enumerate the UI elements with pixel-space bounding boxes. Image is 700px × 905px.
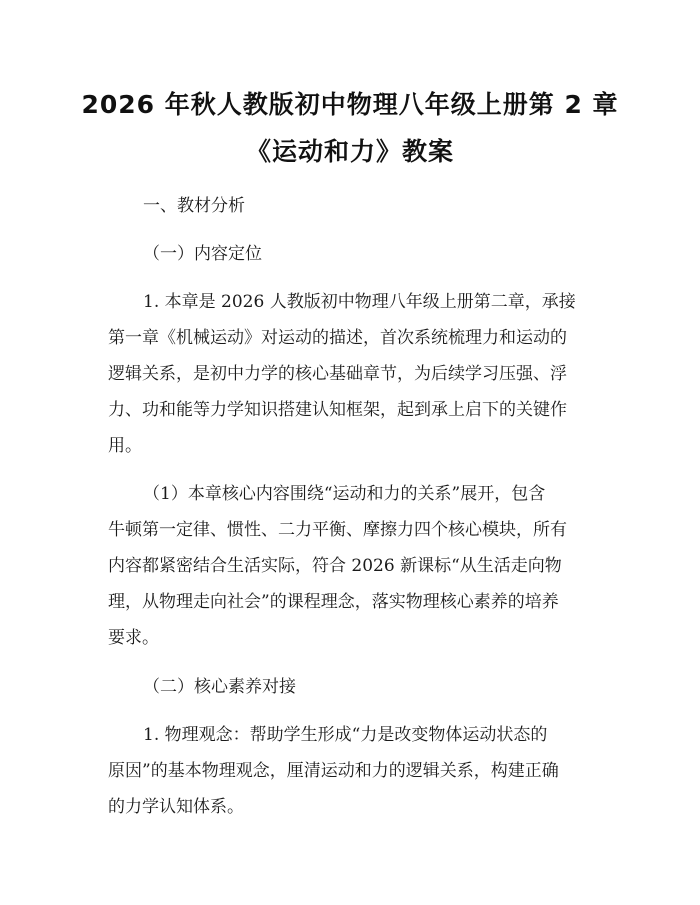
paragraph-line: 逻辑关系，是初中力学的核心基础章节，为后续学习压强、浮: [108, 364, 567, 384]
paragraph-line: 的力学认知体系。: [108, 797, 244, 817]
paragraph-line: 理，从物理走向社会”的课程理念，落实物理核心素养的培养: [108, 592, 559, 612]
paragraph-line: 内容都紧密结合生活实际，符合 2026 新课标“从生活走向物: [108, 556, 562, 576]
paragraph-line: 1. 物理观念：帮助学生形成“力是改变物体运动状态的: [143, 725, 548, 745]
paragraph-line: （1）本章核心内容围绕“运动和力的关系”展开，包含: [143, 484, 546, 504]
subsection-heading-content-positioning: （一）内容定位: [143, 244, 262, 264]
paragraph-line: 用。: [108, 436, 142, 456]
document-title-line-2: 《运动和力》教案: [245, 137, 454, 166]
paragraph-line: 力、功和能等力学知识搭建认知框架，起到承上启下的关键作: [108, 400, 567, 420]
paragraph-line: 原因”的基本物理观念，厘清运动和力的逻辑关系，构建正确: [108, 761, 559, 781]
subsection-heading-core-literacy: （二）核心素养对接: [143, 677, 296, 697]
paragraph-line: 牛顿第一定律、惯性、二力平衡、摩擦力四个核心模块，所有: [108, 520, 567, 540]
paragraph-line: 要求。: [108, 628, 159, 648]
document-title-line-1: 2026 年秋人教版初中物理八年级上册第 2 章: [81, 90, 619, 119]
paragraph-line: 第一章《机械运动》对运动的描述，首次系统梳理力和运动的: [108, 328, 567, 348]
paragraph-line: 1. 本章是 2026 人教版初中物理八年级上册第二章，承接: [143, 292, 576, 312]
section-heading-textbook-analysis: 一、教材分析: [143, 196, 245, 216]
